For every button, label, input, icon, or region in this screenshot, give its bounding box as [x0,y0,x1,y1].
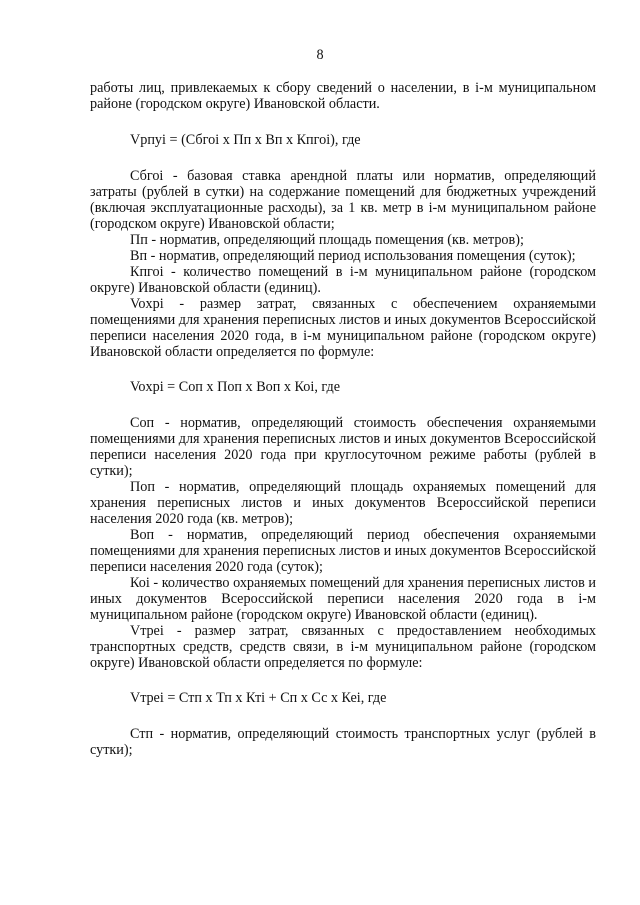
paragraph-guarded-premises-intro: Voхpi - размер затрат, связанных с обеспечением охраняемыми помещениями для хранения переписных листов и иных документов Всероссийской переписи населения 2020 года, в i-м муниципальном районе (городском округе) Ивановской области определяется по формуле: [90,296,596,360]
definition-transport-rate: Стп - норматив, определяющий стоимость транспортных услуг (рублей в сутки); [90,726,596,758]
definition-guarded-period: Воп - норматив, определяющий период обеспечения охраняемыми помещениями для хранения переписных листов и иных документов Всероссийской переписи населения 2020 года (суток); [90,527,596,575]
definition-guarded-area: Поп - норматив, определяющий площадь охраняемых помещений для хранения переписных листов и иных документов Всероссийской переписи населения 2020 года (кв. метров); [90,479,596,527]
formula-transport-cost: Vтpei = Стп x Тп x Ктi + Сп x Сс x Кеi, где [130,690,387,706]
formula-guarded-premises-cost: Voхpi = Соп x Поп x Воп x Коi, где [130,379,341,395]
definition-guarded-count: Коi - количество охраняемых помещений для хранения переписных листов и иных документов Всероссийской переписи населения 2020 года в i-м муниципальном районе (городском округе) Ивановской области (единиц). [90,575,596,623]
definition-premises-count: Кпгоi - количество помещений в i-м муниципальном районе (городском округе) Ивановской области (единиц). [90,264,596,296]
paragraph-intro-continuation: работы лиц, привлекаемых к сбору сведений о населении, в i-м муниципальном районе (городском округе) Ивановской области. [90,80,596,112]
paragraph-transport-intro: Vтpei - размер затрат, связанных с предоставлением необходимых транспортных средств, средств связи, в i-м муниципальном районе (городском округе) Ивановской области определяется по формуле: [90,623,596,671]
definition-usage-period: Вп - норматив, определяющий период использования помещения (суток); [130,248,576,264]
page-number: 8 [316,47,324,63]
document-body [90,80,596,758]
formula-premises-cost: Vpпуi = (Сбгоi x Пп x Вп x Кпгоi), где [130,132,361,148]
definition-premises-area: Пп - норматив, определяющий площадь помещения (кв. метров); [130,232,524,248]
definition-base-rate: Сбгоi - базовая ставка арендной платы или норматив, определяющий затраты (рублей в сутки) на содержание помещений для бюджетных учреждений (включая эксплуатационные расходы), за 1 кв. метр в i-м муниципальном районе (городском округе) Ивановской области; [90,168,596,232]
definition-guarded-cost: Соп - норматив, определяющий стоимость обеспечения охраняемыми помещениями для хранения переписных листов и иных документов Всероссийской переписи населения 2020 года при круглосуточном режиме работы (рублей в сутки); [90,415,596,479]
